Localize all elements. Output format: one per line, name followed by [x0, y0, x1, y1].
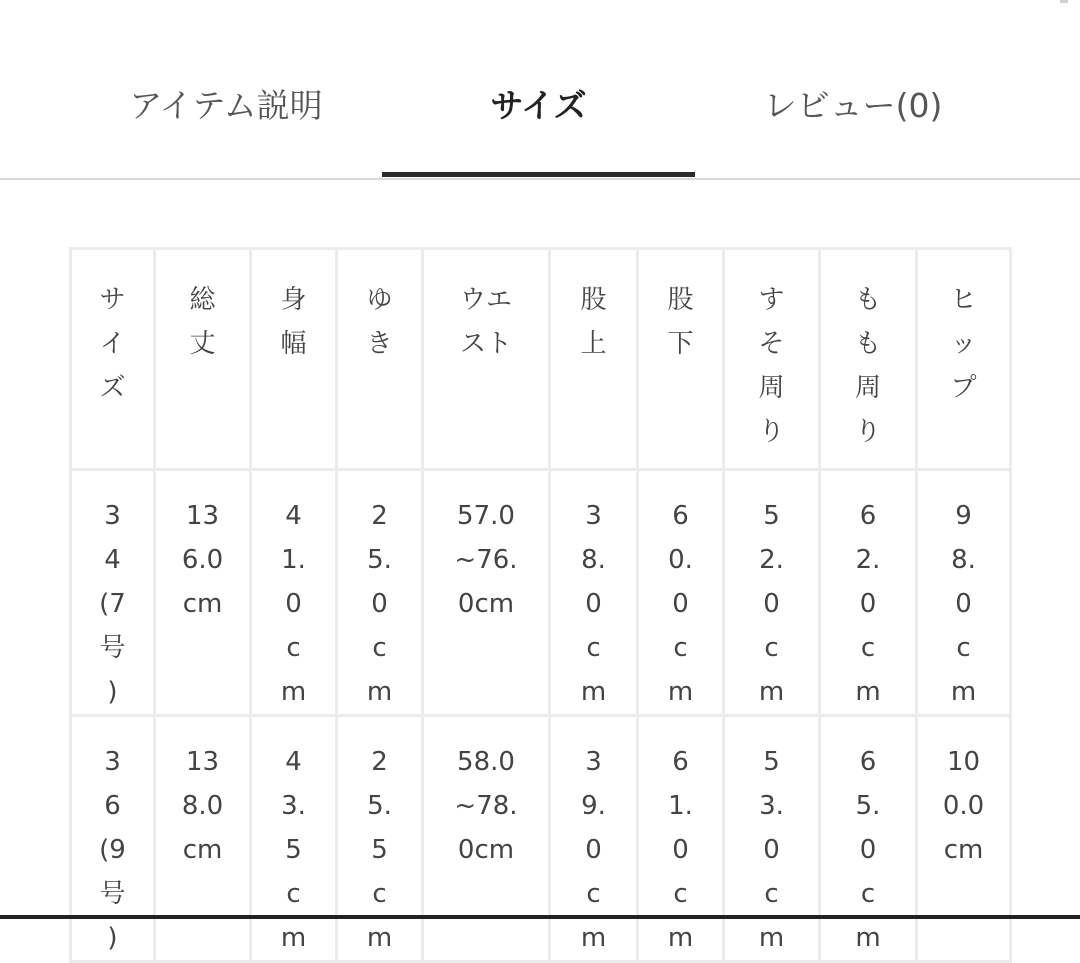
tab-size[interactable]: サイズ: [490, 86, 587, 125]
header-cell: 股上: [550, 249, 638, 470]
bottom-divider: [0, 915, 1080, 919]
table-cell: 62.0cm: [820, 470, 917, 716]
table-cell: 65.0cm: [820, 716, 917, 962]
table-cell: 98.0cm: [917, 470, 1011, 716]
tab-reviews[interactable]: レビュー(0): [763, 86, 943, 125]
table-cell: 57.0~76.0cm: [423, 470, 550, 716]
table-cell: 52.0cm: [724, 470, 820, 716]
header-cell: 股下: [638, 249, 724, 470]
table-cell: 100.0cm: [917, 716, 1011, 962]
table-cell: 58.0~78.0cm: [423, 716, 550, 962]
table-cell: 136.0cm: [155, 470, 251, 716]
table-row: [71, 470, 1011, 716]
header-cell: ヒップ: [917, 249, 1011, 470]
table-cell: 53.0cm: [724, 716, 820, 962]
table-header-row: [71, 249, 1011, 470]
table-cell: 39.0cm: [550, 716, 638, 962]
table-cell: 43.5cm: [251, 716, 337, 962]
table-cell: 41.0cm: [251, 470, 337, 716]
table-cell: 138.0cm: [155, 716, 251, 962]
table-cell: 36(9号): [71, 716, 155, 962]
header-cell: ウエスト: [423, 249, 550, 470]
header-cell: サイズ: [71, 249, 155, 470]
table-row: [71, 716, 1011, 962]
table-cell: 25.0cm: [337, 470, 423, 716]
active-tab-indicator: [382, 172, 695, 177]
table-cell: 25.5cm: [337, 716, 423, 962]
table-cell: 34(7号): [71, 470, 155, 716]
table-cell: 60.0cm: [638, 470, 724, 716]
tab-bar: [0, 0, 1080, 180]
header-cell: もも周り: [820, 249, 917, 470]
table-cell: 38.0cm: [550, 470, 638, 716]
size-table: [69, 247, 1012, 963]
header-cell: ゆき: [337, 249, 423, 470]
header-cell: 身幅: [251, 249, 337, 470]
tab-item-description[interactable]: アイテム説明: [129, 86, 323, 125]
header-cell: 総丈: [155, 249, 251, 470]
header-cell: すそ周り: [724, 249, 820, 470]
table-cell: 61.0cm: [638, 716, 724, 962]
